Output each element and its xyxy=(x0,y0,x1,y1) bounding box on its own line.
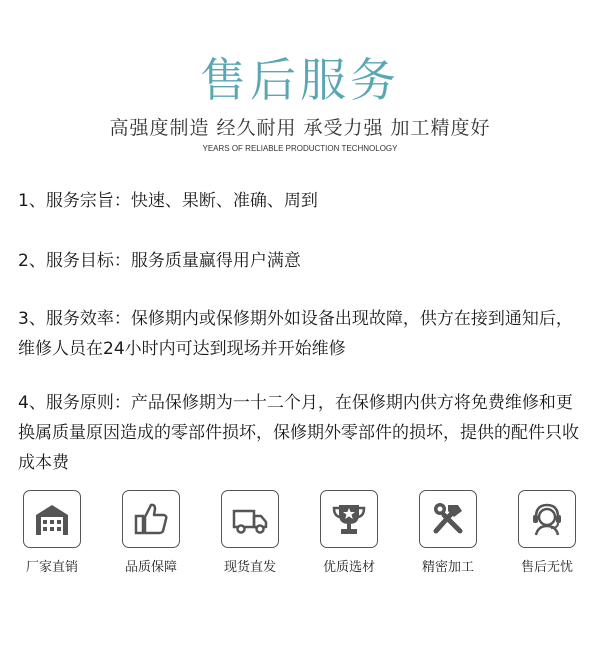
service-point: 4、服务原则：产品保修期为一十二个月，在保修期内供方将免费维修和更换属质量原因造成的零部件损坏，保修期外零部件的损坏，提供的配件只收成本费 xyxy=(18,393,579,473)
feature-item xyxy=(111,490,191,575)
page-tagline: YEARS OF RELIABLE PRODUCTION TECHNOLOGY xyxy=(202,144,398,153)
page-subtitle: 高强度制造 经久耐用 承受力强 加工精度好 xyxy=(109,117,491,139)
feature-label: 现货直发 xyxy=(223,560,276,575)
feature-label: 优质选材 xyxy=(322,560,375,575)
service-point: 3、服务效率：保修期内或保修期外如设备出现故障，供方在接到通知后，维修人员在24小时内可达到现场并开始维修 xyxy=(18,309,573,359)
truck-icon xyxy=(230,499,270,539)
service-point: 1、服务宗旨：快速、果断、准确、周到 xyxy=(18,191,318,211)
feature-label: 售后无忧 xyxy=(520,560,573,575)
feature-label: 精密加工 xyxy=(421,560,474,575)
headset-icon xyxy=(527,499,567,539)
feature-item xyxy=(408,490,488,575)
feature-label: 品质保障 xyxy=(124,560,177,575)
tools-icon xyxy=(428,499,468,539)
thumbs-up-icon xyxy=(131,499,171,539)
factory-icon xyxy=(32,499,72,539)
feature-item xyxy=(309,490,389,575)
page-title: 售后服务 xyxy=(200,53,400,107)
feature-item xyxy=(12,490,92,575)
service-point: 2、服务目标：服务质量赢得用户满意 xyxy=(18,251,301,271)
feature-item xyxy=(507,490,587,575)
trophy-icon xyxy=(329,499,369,539)
feature-item xyxy=(210,490,290,575)
feature-label: 厂家直销 xyxy=(25,560,78,575)
feature-icons xyxy=(12,490,588,580)
